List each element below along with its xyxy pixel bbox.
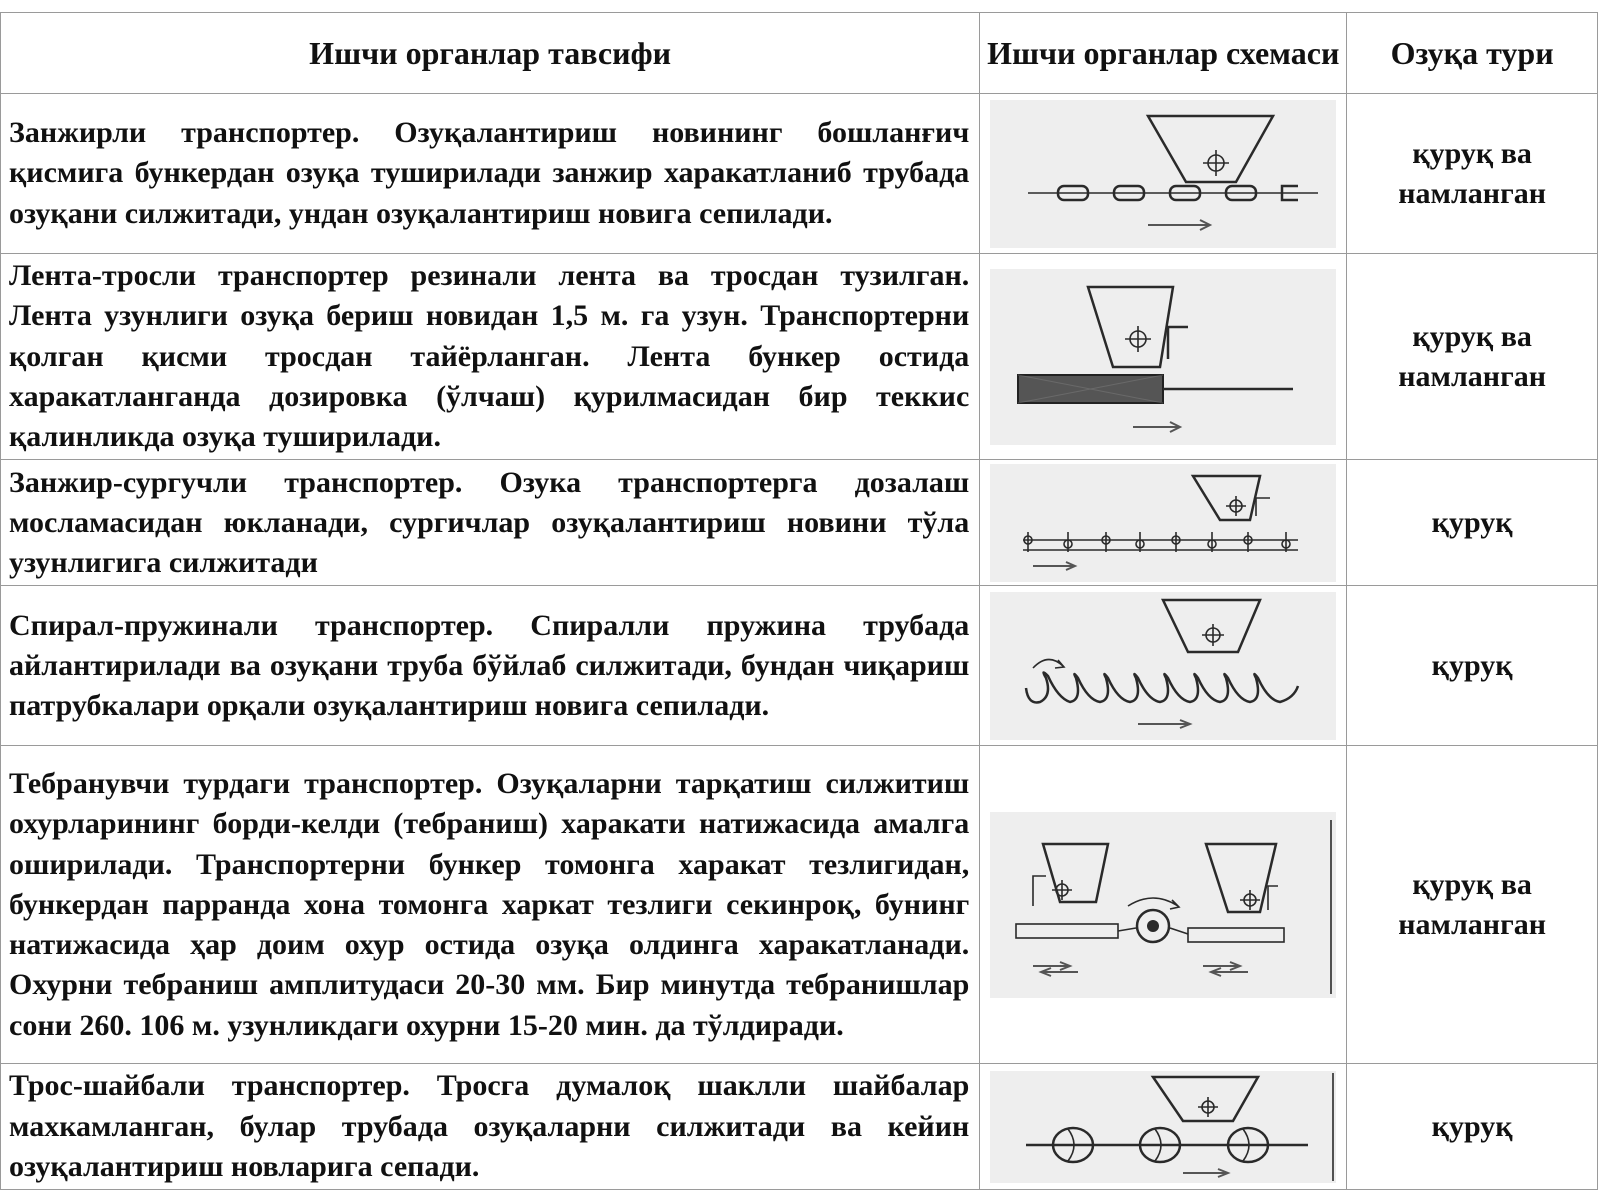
row-description: Спирал-пружинали транспортер. Спиралли пружина трубада айлантирилади ва озуқани труба бўйлаб силжитади, бундан чиқариш патрубкалари орқали озуқалантириш новига сепилади. xyxy=(1,586,980,746)
table-row xyxy=(1,460,1598,586)
row-feed-type: қуруқ xyxy=(1347,1064,1598,1190)
table-row xyxy=(1,254,1598,460)
belt-cable-conveyor-scheme-icon xyxy=(988,267,1338,447)
table-row xyxy=(1,1064,1598,1190)
row-scheme xyxy=(980,1064,1347,1190)
row-feed-type: қуруқ ва намланган xyxy=(1347,254,1598,460)
row-scheme xyxy=(980,254,1347,460)
chain-conveyor-scheme-icon xyxy=(988,98,1338,250)
vibrating-conveyor-scheme-icon xyxy=(988,810,1338,1000)
row-scheme xyxy=(980,94,1347,254)
chain-scraper-conveyor-scheme-icon xyxy=(988,462,1338,584)
table-row xyxy=(1,746,1598,1064)
row-feed-type: қуруқ xyxy=(1347,586,1598,746)
row-feed-type: қуруқ ва намланган xyxy=(1347,94,1598,254)
spiral-spring-conveyor-scheme-icon xyxy=(988,590,1338,742)
table-row xyxy=(1,94,1598,254)
row-scheme xyxy=(980,460,1347,586)
table-header-row xyxy=(1,13,1598,94)
row-description: Тебранувчи турдаги транспортер. Озуқаларни тарқатиш силжитиш охурларининг борди-келди (тебраниш) харакати натижасида амалга оширилади. Транспортерни бункер томонга харакат тезлигидан, бункердан парранда хона томонга харкат тезлиги секинроқ, бунинг натижасида ҳар доим охур остида озуқа олдинга харакатланади. Охурни тебраниш амплитудаси 20-30 мм. Бир минутда тебранишлар сони 260. 106 м. узунликдаги охурни 15-20 мин. да тўлдиради. xyxy=(1,746,980,1064)
header-scheme: Ишчи органлар схемаси xyxy=(980,13,1347,94)
header-feed-type: Озуқа тури xyxy=(1347,13,1598,94)
row-feed-type: қуруқ xyxy=(1347,460,1598,586)
table-row xyxy=(1,586,1598,746)
row-description: Трос-шайбали транспортер. Тросга думалоқ шаклли шайбалар махкамланган, булар трубада озуқаларни силжитади ва кейин озуқалантириш новларига сепади. xyxy=(1,1064,980,1190)
row-scheme xyxy=(980,586,1347,746)
row-feed-type: қуруқ ва намланган xyxy=(1347,746,1598,1064)
cable-disc-conveyor-scheme-icon xyxy=(988,1069,1338,1185)
row-description: Лента-тросли транспортер резинали лента ва тросдан тузилган. Лента узунлиги озуқа бериш новидан 1,5 м. га узун. Транспортерни қолган қисми тросдан тайёрланган. Лента бункер остида харакатланганда дозировка (ўлчаш) қурилмасидан бир теккис қалинликда озуқа туширилади. xyxy=(1,254,980,460)
header-description: Ишчи органлар тавсифи xyxy=(1,13,980,94)
conveyor-table xyxy=(0,12,1598,1190)
row-scheme xyxy=(980,746,1347,1064)
row-description: Занжирли транспортер. Озуқалантириш новининг бошланғич қисмига бункердан озуқа туширилади занжир харакатланиб трубада озуқани силжитади, ундан озуқалантириш новига сепилади. xyxy=(1,94,980,254)
row-description: Занжир-сургучли транспортер. Озука транспортерга дозалаш мосламасидан юкланади, сургичлар озуқалантириш новини тўла узунлигига силжитади xyxy=(1,460,980,586)
